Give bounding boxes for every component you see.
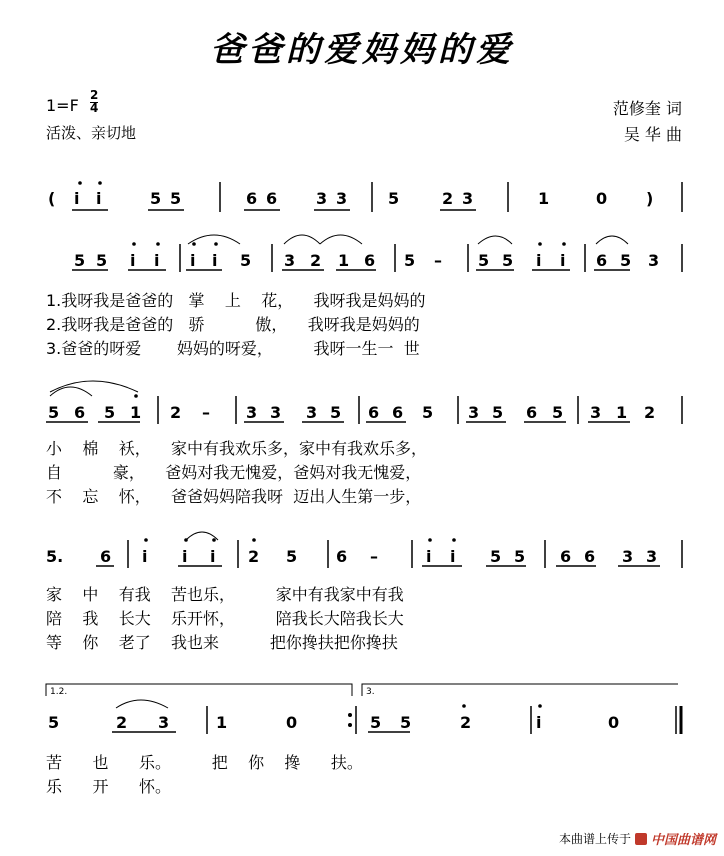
lyric-line: 小 棉 袄， 家中有我欢乐多，家中有我欢乐多， bbox=[46, 439, 428, 458]
note: 3 bbox=[468, 403, 480, 422]
note: 2 bbox=[644, 403, 656, 422]
note: 6 bbox=[100, 547, 112, 566]
note: 5 bbox=[502, 251, 514, 270]
volta-3: 3. bbox=[366, 687, 375, 697]
time-sig-top: 2 bbox=[90, 88, 99, 102]
time-sig-bottom: 4 bbox=[90, 101, 99, 115]
lyric-line: 等 你 老了 我也来 把你搀扶把你搀扶 bbox=[46, 633, 398, 652]
lyric-line: 不 忘 怀， 爸爸妈妈陪我呀 迈出人生第一步， bbox=[46, 487, 422, 506]
volta-1-2: 1.2. bbox=[50, 687, 68, 697]
note: 0 bbox=[596, 189, 608, 208]
note: 5 bbox=[96, 251, 108, 270]
note: i bbox=[212, 251, 218, 270]
note: 6 bbox=[246, 189, 258, 208]
note: 5 bbox=[490, 547, 502, 566]
note: 6 bbox=[364, 251, 376, 270]
note: 2 bbox=[116, 713, 128, 732]
note: 3 bbox=[306, 403, 318, 422]
note: 5 bbox=[286, 547, 298, 566]
note: i bbox=[96, 189, 102, 208]
note: 1 bbox=[538, 189, 550, 208]
note: 5 bbox=[370, 713, 382, 732]
note: 3 bbox=[316, 189, 328, 208]
note: i bbox=[142, 547, 148, 566]
key-signature: 1=F bbox=[46, 96, 79, 115]
footer-credit bbox=[559, 829, 716, 848]
composer-credit: 吴 华 曲 bbox=[623, 125, 682, 144]
note: i bbox=[130, 251, 136, 270]
footer-text: 本曲谱上传于 bbox=[558, 832, 631, 846]
note: 5 bbox=[150, 189, 162, 208]
note: 3 bbox=[648, 251, 660, 270]
note: ) bbox=[646, 189, 654, 208]
lyricist-credit: 范修奎 词 bbox=[612, 99, 682, 118]
tempo-marking: 活泼、亲切地 bbox=[46, 124, 137, 142]
lyric-line: 家 中 有我 苦也乐， 家中有我家中有我 bbox=[46, 585, 404, 604]
note: 2 bbox=[460, 713, 472, 732]
note: 5 bbox=[48, 713, 60, 732]
note: 6 bbox=[596, 251, 608, 270]
note: 1 bbox=[216, 713, 228, 732]
note: 1 bbox=[130, 403, 142, 422]
note: 5 bbox=[48, 403, 60, 422]
note: 5 bbox=[400, 713, 412, 732]
note: i bbox=[210, 547, 216, 566]
note: – bbox=[202, 403, 210, 422]
note: i bbox=[190, 251, 196, 270]
note: 5 bbox=[330, 403, 342, 422]
note: 3 bbox=[646, 547, 658, 566]
note: 5 bbox=[492, 403, 504, 422]
note: 5 bbox=[478, 251, 490, 270]
note: 6 bbox=[392, 403, 404, 422]
note: 2 bbox=[170, 403, 182, 422]
note: 3 bbox=[158, 713, 170, 732]
note: i bbox=[536, 713, 542, 732]
note: 0 bbox=[608, 713, 620, 732]
note: i bbox=[426, 547, 432, 566]
note: 6 bbox=[74, 403, 86, 422]
note: – bbox=[434, 251, 442, 270]
note: 5 bbox=[388, 189, 400, 208]
site-name[interactable]: 中国曲谱网 bbox=[650, 833, 716, 848]
note: 3 bbox=[246, 403, 258, 422]
lyric-line: 苦 也 乐。 把 你 搀 扶。 bbox=[46, 753, 363, 772]
lyric-line: 1.我呀我是爸爸的 掌 上 花， 我呀我是妈妈的 bbox=[46, 291, 426, 310]
note: 0 bbox=[286, 713, 298, 732]
note: 6 bbox=[560, 547, 572, 566]
note: 3 bbox=[622, 547, 634, 566]
note: 6 bbox=[266, 189, 278, 208]
note: ( bbox=[48, 189, 56, 208]
note: 5 bbox=[620, 251, 632, 270]
note: 2 bbox=[310, 251, 322, 270]
lyric-line: 自 豪， 爸妈对我无愧爱，爸妈对我无愧爱， bbox=[46, 463, 422, 482]
note: 6 bbox=[336, 547, 348, 566]
note: 5. bbox=[46, 547, 64, 566]
note: 3 bbox=[336, 189, 348, 208]
lyric-line: 陪 我 长大 乐开怀， 陪我长大陪我长大 bbox=[46, 609, 404, 628]
volta-brackets bbox=[46, 684, 678, 696]
note: i bbox=[450, 547, 456, 566]
note: 5 bbox=[404, 251, 416, 270]
note: i bbox=[560, 251, 566, 270]
note: 5 bbox=[552, 403, 564, 422]
note: 5 bbox=[104, 403, 116, 422]
note: i bbox=[74, 189, 80, 208]
note: 5 bbox=[240, 251, 252, 270]
note: i bbox=[182, 547, 188, 566]
note: 5 bbox=[422, 403, 434, 422]
note: 1 bbox=[338, 251, 350, 270]
note: 5 bbox=[514, 547, 526, 566]
site-logo-icon bbox=[635, 833, 647, 845]
note: 2 bbox=[248, 547, 260, 566]
note: 1 bbox=[616, 403, 628, 422]
note: 3 bbox=[284, 251, 296, 270]
note: 3 bbox=[270, 403, 282, 422]
note: 3 bbox=[462, 189, 474, 208]
note: 3 bbox=[590, 403, 602, 422]
note: 6 bbox=[368, 403, 380, 422]
lyric-line: 乐 开 怀。 bbox=[46, 777, 172, 796]
lyric-line: 2.我呀我是爸爸的 骄 傲， 我呀我是妈妈的 bbox=[46, 315, 420, 334]
lyric-line: 3.爸爸的呀爱 妈妈的呀爱， 我呀一生一 世 bbox=[46, 339, 420, 358]
song-title: 爸爸的爱妈妈的爱 bbox=[210, 30, 514, 70]
note: 6 bbox=[584, 547, 596, 566]
note: 6 bbox=[526, 403, 538, 422]
note: 5 bbox=[74, 251, 86, 270]
note: 5 bbox=[170, 189, 182, 208]
note: – bbox=[370, 547, 378, 566]
note: 2 bbox=[442, 189, 454, 208]
note: i bbox=[536, 251, 542, 270]
note: i bbox=[154, 251, 160, 270]
